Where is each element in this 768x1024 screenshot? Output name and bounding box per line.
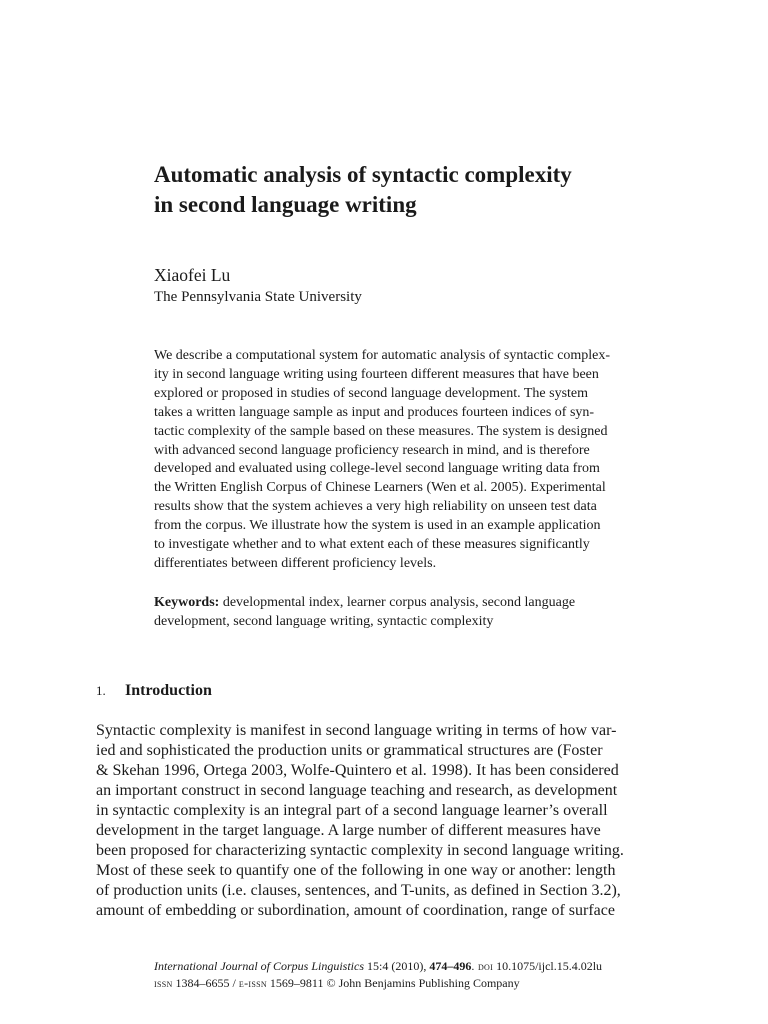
- abstract-line: the Written English Corpus of Chinese Learners (Wen et al. 2005). Experimental: [154, 480, 606, 496]
- abstract-line: ity in second language writing using fourteen different measures that have been: [154, 366, 599, 382]
- abstract: [154, 347, 674, 574]
- abstract-line: to investigate whether and to what extent each of these measures significantly: [154, 537, 590, 553]
- abstract-line: takes a written language sample as input and produces fourteen indices of syn-: [154, 404, 595, 420]
- abstract-line: differentiates between different proficiency levels.: [154, 555, 437, 571]
- body-line: & Skehan 1996, Ortega 2003, Wolfe-Quintero et al. 1998). It has been considered: [96, 762, 619, 779]
- eissn-label: e-issn: [238, 976, 267, 990]
- author-affiliation: The Pennsylvania State University: [154, 289, 362, 305]
- body-line: development in the target language. A large number of different measures have: [96, 822, 601, 839]
- body-line: been proposed for characterizing syntactic complexity in second language writing.: [96, 842, 624, 859]
- doi-value: 10.1075/ijcl.15.4.02lu: [493, 959, 603, 973]
- body-line: amount of embedding or subordination, amount of coordination, range of surface: [96, 902, 615, 919]
- paper-title: [154, 160, 714, 220]
- abstract-line: explored or proposed in studies of second language development. The system: [154, 385, 589, 401]
- journal-name: International Journal of Corpus Linguistics: [154, 959, 365, 973]
- issn-label: issn: [154, 976, 173, 990]
- body-line: of production units (i.e. clauses, sentences, and T-units, as defined in Section 3.2),: [96, 882, 621, 899]
- section-heading: [96, 680, 212, 702]
- keywords-label: Keywords:: [154, 595, 220, 610]
- body-line: in syntactic complexity is an integral part of a second language learner’s overall: [96, 802, 608, 819]
- keywords-line: [154, 593, 674, 612]
- abstract-line: from the corpus. We illustrate how the system is used in an example application: [154, 518, 601, 534]
- citation-line: [154, 958, 674, 975]
- abstract-line: tactic complexity of the sample based on these measures. The system is designed: [154, 423, 608, 439]
- abstract-line: with advanced second language proficiency research in mind, and is therefore: [154, 442, 590, 458]
- issn-value: 1384–6655 /: [172, 976, 239, 990]
- keywords-line: development, second language writing, syntactic complexity: [154, 614, 494, 629]
- issn-line: [154, 975, 674, 992]
- body-line: Most of these seek to quantify one of the following in one way or another: length: [96, 862, 616, 879]
- abstract-line: We describe a computational system for automatic analysis of syntactic complex-: [154, 348, 611, 363]
- body-line: an important construct in second language teaching and research, as development: [96, 782, 618, 799]
- body-line: Syntactic complexity is manifest in second language writing in terms of how var-: [96, 722, 617, 739]
- journal-volume: 15:4 (2010),: [364, 959, 430, 973]
- journal-footer: [154, 958, 674, 992]
- journal-pages: 474–496: [429, 959, 472, 973]
- eissn-value: 1569–9811 © John Benjamins Publishing Company: [266, 976, 520, 990]
- body-line: ied and sophisticated the production units or grammatical structures are (Foster: [96, 742, 603, 759]
- keywords: [154, 593, 674, 631]
- section-title: Introduction: [125, 682, 212, 699]
- section-number: 1.: [96, 683, 106, 698]
- doi-label: . doi: [471, 959, 494, 973]
- abstract-line: results show that the system achieves a very high reliability on unseen test data: [154, 499, 597, 515]
- keywords-text: developmental index, learner corpus analysis, second language: [219, 595, 576, 610]
- author-name: Xiaofei Lu: [154, 265, 231, 285]
- title-line: Automatic analysis of syntactic complexity: [154, 162, 572, 187]
- title-line: in second language writing: [154, 192, 417, 217]
- body-paragraph: [96, 721, 676, 921]
- abstract-line: developed and evaluated using college-level second language writing data from: [154, 461, 600, 477]
